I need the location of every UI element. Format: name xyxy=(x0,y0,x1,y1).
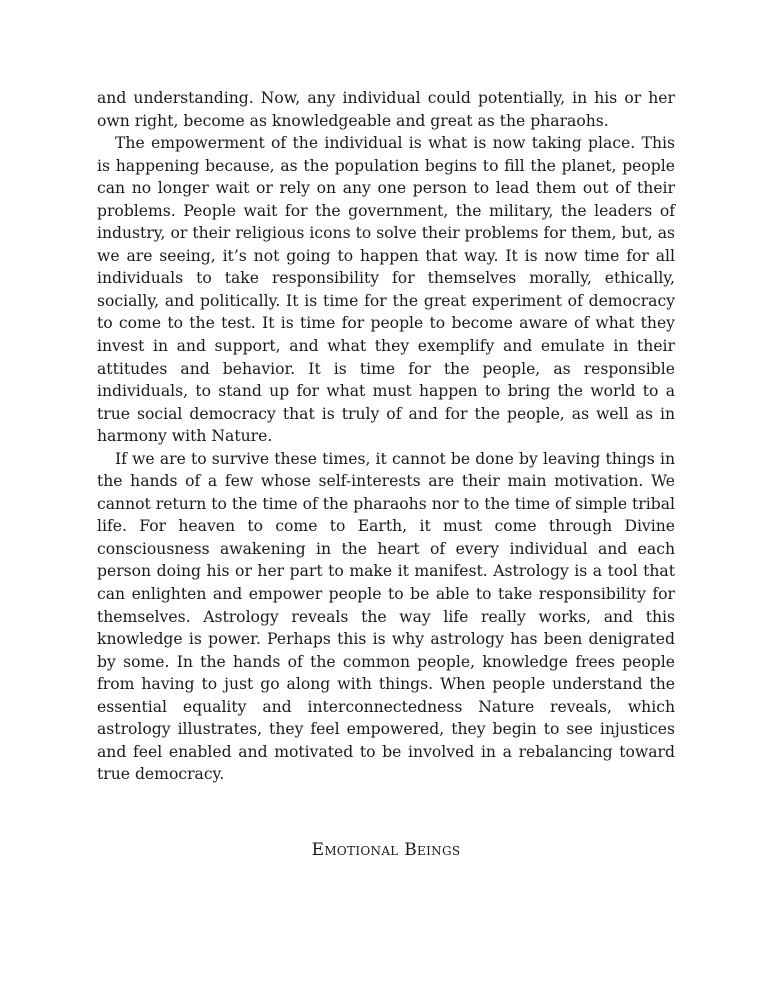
paragraph-survival: If we are to survive these times, it cannot be done by leaving things in the hands of a few whose self-interests are their main motivation. We cannot return to the time of the pharaohs nor to the time of simple tribal life. For heaven to come to Earth, it must come through Divine consciousness awakening in the heart of every individual and each person doing his or her part to make it manifest. Astrology is a tool that can enlighten and empower people to be able to take responsibility for themselves. Astrology reveals the way life really works, and this knowledge is power. Perhaps this is why astrology has been denigrated by some. In the hands of the common people, knowledge frees people from having to just go along with things. When people understand the essential equality and interconnectedness Nature reveals, which astrology illustrates, they feel empowered, they begin to see injustices and feel enabled and motivated to be involved in a rebalancing toward true democracy. xyxy=(97,449,675,784)
paragraph-continued: and understanding. Now, any individual could potentially, in his or her own right, become as knowledgeable and great as the pharaohs. xyxy=(97,89,675,130)
paragraph-empowerment: The empowerment of the individual is what is now taking place. This is happening because, as the population begins to fill the planet, people can no longer wait or rely on any one person to lead them out of their problems. People wait for the government, the military, the leaders of industry, or their religious icons to solve their problems for them, but, as we are seeing, it’s not going to happen that way. It is now time for all individuals to take responsibility for themselves morally, ethically, socially, and politically. It is time for the great experiment of democracy to come to the test. It is time for people to become aware of what they invest in and support, and what they exemplify and emulate in their attitudes and behavior. It is time for the people, as responsible individuals, to stand up for what must happen to bring the world to a true social democracy that is truly of and for the people, as well as in harmony with Nature. xyxy=(97,134,675,446)
body-text xyxy=(97,87,675,786)
section-heading: Emotional Beings xyxy=(311,840,461,860)
